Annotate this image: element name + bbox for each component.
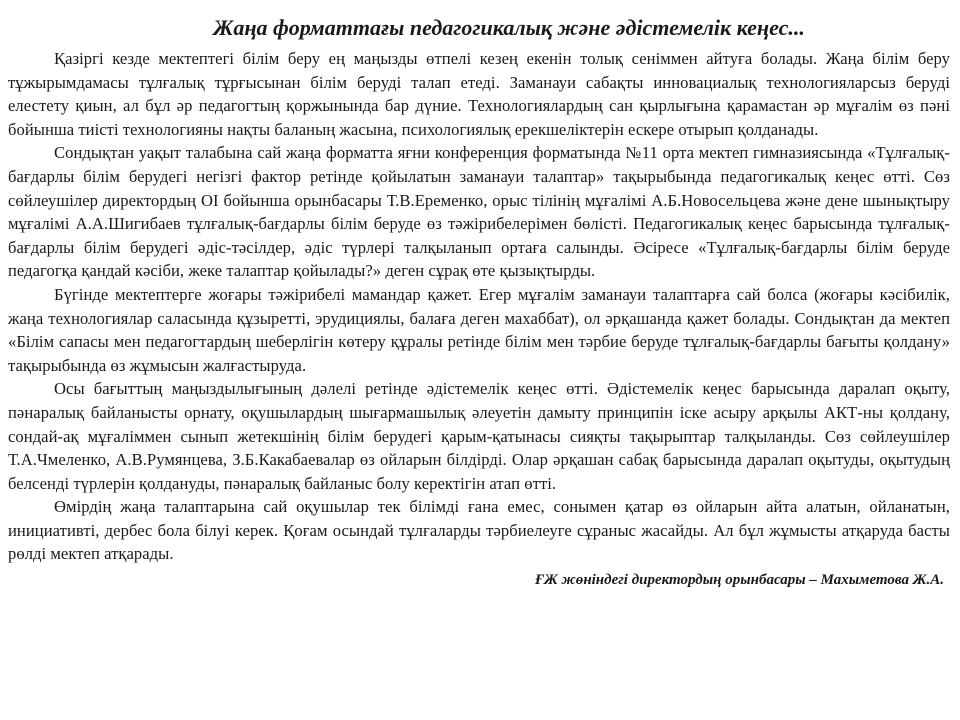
paragraph-5: Өмірдің жаңа талаптарына сай оқушылар тек білімді ғана емес, сонымен қатар өз ойларын айта алатын, ойланатын, инициативті, дербес бола білуі керек. Қоғам осындай тұлғаларды тәрбиелеуге сұраныс жасайды. Ал бұл жұмысты атқаруда басты рөлді мектеп атқарады.	[8, 497, 950, 564]
document	[8, 14, 950, 590]
document-title: Жаңа форматтағы педагогикалық және әдістемелік кеңес...	[213, 15, 805, 40]
paragraph-1: Қазіргі кезде мектептегі білім беру ең маңызды өтпелі кезең екенін толық сеніммен айтуға болады. Жаңа білім беру тұжырымдамасы тұлғалық тұрғысынан білім беруді талап етеді. Заманауи сабақты инновациалық технологияларсыз беруді елестету қиын, ал бұл әр педагогтың қоржынында бар дүние. Технологиялардың сан қырлығына қарамастан әр мұғалім өз пәні бойынша тиісті технологияны нақты баланың жасына, психологиялық ерекшеліктерін ескере отырып қолданады.	[8, 49, 950, 139]
paragraph-2: Сондықтан уақыт талабына сай жаңа форматта яғни конференция форматында №11 орта мектеп гимназиясында «Тұлғалық-бағдарлы білім берудегі негізгі фактор ретінде қойылатын заманауи талаптар» тақырыбында педагогикалық кеңес өтті. Сөз сөйлеушілер директордың ОІ бойынша орынбасары Т.В.Еременко, орыс тілінің мұғалімі А.Б.Новосельцева және дене шынықтыру мұғалімі А.А.Шигибаев тұлғалық-бағдарлы білім беруде өз тәжірибелерімен бөлісті. Педагогикалық кеңес барысында тұлғалық-бағдарлы білім берудегі әдіс-тәсілдер, әдіс түрлері талқыланып ортаға салынды. Әсіресе «Тұлғалық-бағдарлы білім беруде педагогқа қандай кәсіби, жеке талаптар қойылады?» деген сұрақ өте қызықтырды.	[8, 143, 950, 281]
paragraph-3: Бүгінде мектептерге жоғары тәжірибелі мамандар қажет. Егер мұғалім заманауи талаптарға сай болса (жоғары кәсібилік, жаңа технологиялар саласында құзыретті, эрудициялы, балаға деген махаббат), ол әрқашанда қажет болады. Сондықтан да мектеп «Білім сапасы мен педагогтардың шеберлігін көтеру құралы ретінде білім мен тәрбие беруде тұлғалық-бағдарлы бағыты қолдану» тақырыбында өз жұмысын жалғастыруда.	[8, 284, 950, 375]
author-signature: ҒЖ жөніндегі директордың орынбасары – Махыметова Ж.А.	[534, 572, 944, 589]
paragraph-4: Осы бағыттың маңыздылығының дәлелі ретінде әдістемелік кеңес өтті. Әдістемелік кеңес барысында даралап оқыту, пәнаралық байланысты орнату, оқушылардың шығармашылық әлеуетін дамыту принципін іске асыру арқылы АКТ-ны қолдану, сондай-ақ мұғаліммен сынып жетекшінің білім берудегі қарым-қатынасы сияқты тақырыптар талқыланды. Сөз сөйлеушілер Т.А.Чмеленко, А.В.Румянцева, З.Б.Какабаевалар өз ойларын білдірді. Олар әрқашан сабақ барысында даралап оқытуды, оқытудың белсенді түрлерін қолдануды, пәнаралық байланыс болу керектігін атап өтті.	[8, 379, 950, 493]
